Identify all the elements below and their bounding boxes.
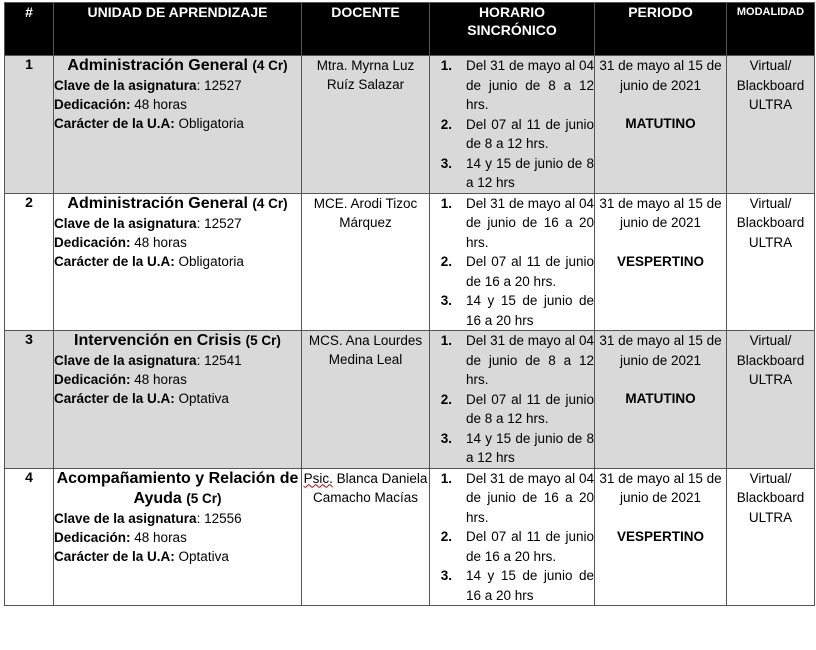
horario-item — [430, 331, 594, 390]
docente-cell — [302, 331, 430, 469]
caracter-label: Carácter de la U.A: — [54, 391, 175, 406]
header-periodo: PERIODO — [595, 3, 727, 56]
caracter-line — [54, 114, 301, 133]
unidad-cell — [54, 468, 302, 606]
clave-label: Clave de la asignatura — [54, 215, 197, 231]
periodo-dates: 31 de mayo al 15 de junio de 2021 — [599, 470, 722, 505]
caracter-line — [54, 547, 301, 566]
horario-item-text: 14 y 15 de junio de 8 a 12 hrs — [466, 155, 594, 190]
clave-line — [54, 214, 301, 233]
periodo-cell — [595, 331, 727, 469]
turno-label: MATUTINO — [625, 116, 696, 131]
table-row — [5, 193, 815, 331]
row-number: 4 — [5, 468, 54, 606]
header-num: # — [5, 3, 54, 56]
header-row — [5, 3, 815, 56]
caracter-value: Obligatoria — [174, 116, 244, 131]
horario-item-number: 2. — [440, 254, 452, 269]
horario-item-number: 3. — [440, 293, 452, 308]
docente-cell — [302, 193, 430, 331]
horario-item — [430, 469, 594, 528]
unidad-credits: (5 Cr) — [245, 333, 281, 348]
periodo-dates: 31 de mayo al 15 de junio de 2021 — [599, 195, 722, 230]
clave-line — [54, 509, 301, 528]
dedicacion-line — [54, 528, 301, 547]
unidad-title — [54, 56, 301, 76]
horario-item-number: 2. — [440, 391, 452, 407]
dedicacion-line — [54, 233, 301, 252]
docente-name: MCE. Arodi Tizoc Márquez — [313, 195, 418, 230]
turno-label: VESPERTINO — [616, 528, 705, 544]
dedicacion-label: Dedicación: — [54, 372, 131, 387]
docente-prefix: Psic. — [303, 470, 333, 486]
docente-cell — [302, 468, 430, 606]
horario-item — [430, 429, 594, 468]
dedicacion-label: Dedicación: — [54, 234, 131, 250]
horario-item — [430, 194, 594, 253]
docente-name: Mtra. Myrna Luz Ruíz Salazar — [316, 58, 415, 92]
modalidad-cell: Virtual/ Blackboard ULTRA — [727, 193, 815, 331]
unidad-credits: (4 Cr) — [252, 195, 288, 211]
horario-item — [430, 154, 594, 193]
horario-item-text: Del 07 al 11 de junio de 8 a 12 hrs. — [466, 391, 594, 426]
table-row — [5, 331, 815, 469]
docente-name: Blanca Daniela Camacho Macías — [312, 470, 428, 505]
horario-item-text: Del 07 al 11 de junio de 16 a 20 hrs. — [466, 254, 594, 289]
schedule-table — [4, 2, 815, 606]
header-horario — [430, 3, 595, 56]
periodo-cell — [595, 468, 727, 606]
clave-value: : 12527 — [196, 215, 242, 231]
header-modalidad: MODALIDAD — [727, 3, 815, 56]
horario-item — [430, 566, 594, 605]
table-row — [5, 56, 815, 194]
horario-item-text: Del 31 de mayo al 04 de junio de 16 a 20 hrs. — [466, 470, 594, 525]
horario-cell — [430, 331, 595, 469]
header-unidad: UNIDAD DE APRENDIZAJE — [54, 3, 302, 56]
horario-item-text: Del 31 de mayo al 04 de junio de 8 a 12 hrs. — [466, 58, 594, 112]
horario-item-text: Del 07 al 11 de junio de 8 a 12 hrs. — [466, 116, 594, 151]
caracter-label: Carácter de la U.A: — [54, 116, 175, 131]
horario-item-number: 1. — [440, 333, 452, 348]
horario-item-text: Del 07 al 11 de junio de 16 a 20 hrs. — [466, 529, 594, 564]
unidad-title — [54, 469, 301, 509]
unidad-cell — [54, 331, 302, 469]
periodo-cell — [595, 193, 727, 331]
dedicacion-value: 48 horas — [130, 529, 187, 545]
horario-item — [430, 291, 594, 330]
caracter-value: Optativa — [174, 548, 229, 564]
caracter-line — [54, 389, 301, 408]
unidad-cell — [54, 56, 302, 194]
clave-line — [54, 351, 301, 370]
unidad-title — [54, 194, 301, 214]
row-number: 1 — [5, 56, 54, 194]
horario-cell — [430, 468, 595, 606]
horario-item-text: 14 y 15 de junio de 16 a 20 hrs — [466, 568, 594, 603]
row-number: 3 — [5, 331, 54, 469]
caracter-value: Obligatoria — [174, 253, 244, 269]
horario-item — [430, 252, 594, 291]
docente-cell — [302, 56, 430, 194]
horario-item-text: 14 y 15 de junio de 8 a 12 hrs — [466, 430, 594, 465]
unidad-cell — [54, 193, 302, 331]
horario-item-number: 2. — [440, 116, 452, 132]
periodo-cell — [595, 56, 727, 194]
horario-item-number: 1. — [440, 470, 452, 486]
unidad-credits: (4 Cr) — [252, 58, 288, 73]
horario-item-number: 1. — [440, 58, 452, 73]
header-horario-line2: SINCRÓNICO — [467, 22, 557, 38]
horario-item — [430, 115, 594, 154]
dedicacion-value: 48 horas — [130, 372, 187, 387]
clave-line — [54, 76, 301, 95]
unidad-name: Administración General — [67, 194, 248, 212]
header-docente: DOCENTE — [302, 3, 430, 56]
periodo-dates: 31 de mayo al 15 de junio de 2021 — [599, 333, 722, 368]
dedicacion-label: Dedicación: — [54, 529, 131, 545]
horario-item-text: Del 31 de mayo al 04 de junio de 16 a 20 hrs. — [466, 195, 594, 250]
caracter-value: Optativa — [174, 391, 229, 406]
dedicacion-line — [54, 95, 301, 114]
unidad-name: Acompañamiento y Relación de Ayuda — [56, 469, 299, 507]
periodo-dates: 31 de mayo al 15 de junio de 2021 — [599, 58, 722, 93]
caracter-label: Carácter de la U.A: — [54, 548, 175, 564]
dedicacion-line — [54, 370, 301, 389]
clave-label: Clave de la asignatura — [54, 78, 197, 93]
horario-item-number: 3. — [440, 155, 452, 171]
caracter-label: Carácter de la U.A: — [54, 253, 175, 269]
horario-cell — [430, 193, 595, 331]
horario-item-number: 1. — [440, 195, 452, 211]
header-horario-line1: HORARIO — [478, 4, 546, 20]
clave-value: : 12556 — [196, 510, 242, 526]
turno-label: MATUTINO — [625, 391, 696, 406]
unidad-name: Administración General — [67, 57, 248, 74]
horario-item-number: 3. — [440, 568, 452, 583]
clave-label: Clave de la asignatura — [54, 353, 197, 368]
row-number: 2 — [5, 193, 54, 331]
docente-name: MCS. Ana Lourdes Medina Leal — [308, 333, 423, 367]
clave-value: : 12527 — [196, 78, 242, 93]
dedicacion-label: Dedicación: — [54, 97, 131, 112]
caracter-line — [54, 252, 301, 271]
unidad-name: Intervención en Crisis — [74, 332, 242, 349]
clave-label: Clave de la asignatura — [54, 510, 197, 526]
table-row — [5, 468, 815, 606]
modalidad-cell: Virtual/ Blackboard ULTRA — [727, 468, 815, 606]
horario-item-text: Del 31 de mayo al 04 de junio de 8 a 12 hrs. — [466, 333, 594, 387]
horario-item — [430, 56, 594, 115]
horario-item-number: 2. — [440, 529, 452, 544]
horario-item-number: 3. — [440, 430, 452, 446]
dedicacion-value: 48 horas — [130, 234, 187, 250]
horario-item — [430, 390, 594, 429]
horario-item — [430, 527, 594, 566]
horario-cell — [430, 56, 595, 194]
horario-item-text: 14 y 15 de junio de 16 a 20 hrs — [466, 293, 594, 328]
unidad-title — [54, 331, 301, 351]
dedicacion-value: 48 horas — [130, 97, 187, 112]
turno-label: VESPERTINO — [616, 253, 705, 269]
unidad-credits: (5 Cr) — [186, 490, 222, 506]
modalidad-cell: Virtual/ Blackboard ULTRA — [727, 331, 815, 469]
clave-value: : 12541 — [196, 353, 242, 368]
modalidad-cell: Virtual/ Blackboard ULTRA — [727, 56, 815, 194]
